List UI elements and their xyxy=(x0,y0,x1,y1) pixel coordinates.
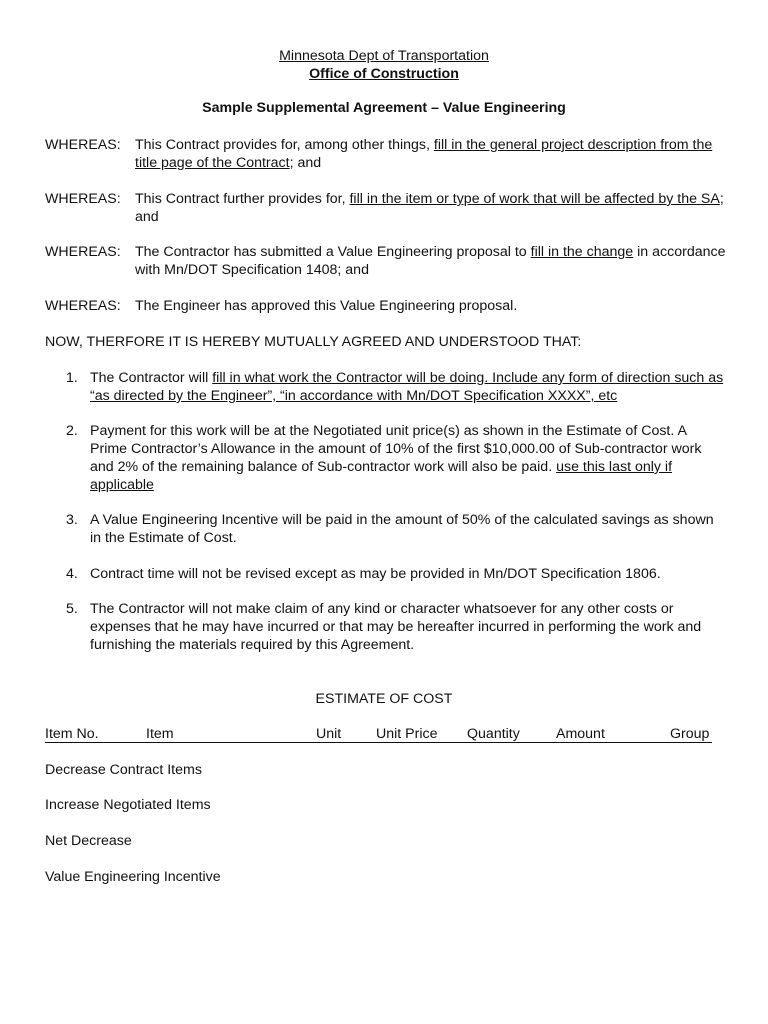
col-unit: Unit xyxy=(316,726,342,742)
whereas-label: WHEREAS: xyxy=(45,137,121,153)
fill-in-placeholder: fill in the item or type of work that will be affected by the SA xyxy=(349,191,720,207)
agreement-item xyxy=(66,565,725,583)
fill-in-placeholder: use this last only if applicable xyxy=(90,459,673,493)
clause-text-end: in accordance with Mn/DOT Specification 1408; and xyxy=(135,244,726,278)
item-number: 3. xyxy=(66,512,78,528)
whereas-clause xyxy=(45,190,735,226)
now-therefore-statement: NOW, THERFORE IT IS HEREBY MUTUALLY AGREED AND UNDERSTOOD THAT: xyxy=(45,334,582,350)
item-text: Payment for this work will be at the Negotiated unit price(s) as shown in the Estimate of Cost. A Prime Contractor’s Allowance in the amount of 10% of the first $10,000.00 of Sub-contractor work and 2% of the remaining balance of Sub-contractor work will also be paid. xyxy=(90,423,702,475)
agreement-item xyxy=(66,422,725,494)
agreement-item xyxy=(66,511,725,547)
item-text: Contract time will not be revised except as may be provided in Mn/DOT Specification 1806. xyxy=(90,566,661,582)
item-number: 4. xyxy=(66,566,78,582)
whereas-label: WHEREAS: xyxy=(45,298,121,314)
item-text: A Value Engineering Incentive will be paid in the amount of 50% of the calculated savings as shown in the Estimate of Cost. xyxy=(90,512,714,546)
whereas-label: WHEREAS: xyxy=(45,244,121,260)
col-amount: Amount xyxy=(556,726,605,742)
whereas-clause xyxy=(45,297,735,315)
fill-in-placeholder: fill in what work the Contractor will be doing. Include any form of direction such as “as directed by the Engineer”, “in accordance with Mn/DOT Specification XXXX”, etc xyxy=(90,370,724,404)
col-item-no: Item No. xyxy=(45,726,99,742)
clause-text: The Contractor has submitted a Value Engineering proposal to xyxy=(135,244,531,260)
agreement-item xyxy=(66,369,725,405)
item-number: 5. xyxy=(66,601,78,617)
col-unit-price: Unit Price xyxy=(376,726,438,742)
whereas-label: WHEREAS: xyxy=(45,191,121,207)
col-quantity: Quantity xyxy=(467,726,520,742)
col-item: Item xyxy=(146,726,174,742)
cost-row-increase-negotiated-items: Increase Negotiated Items xyxy=(45,797,211,813)
estimate-title: ESTIMATE OF COST xyxy=(315,691,453,707)
cost-row-value-engineering-incentive: Value Engineering Incentive xyxy=(45,869,221,885)
document-title: Sample Supplemental Agreement – Value Engineering xyxy=(202,100,566,116)
col-group: Group xyxy=(670,726,710,742)
cost-row-decrease-contract-items: Decrease Contract Items xyxy=(45,762,202,778)
clause-text: This Contract further provides for, xyxy=(135,191,350,207)
whereas-clause xyxy=(45,243,735,279)
clause-text: The Engineer has approved this Value Engineering proposal. xyxy=(135,298,518,314)
fill-in-placeholder: fill in the change xyxy=(530,244,634,260)
item-number: 2. xyxy=(66,423,78,439)
whereas-clause xyxy=(45,136,735,172)
clause-text-end: ; and xyxy=(289,155,322,171)
item-number: 1. xyxy=(66,370,78,386)
office-name: Office of Construction xyxy=(309,66,459,82)
cost-table-header xyxy=(45,725,712,743)
item-text: The Contractor will not make claim of any kind or character whatsoever for any other costs or expenses that he may have incurred or that may be hereafter incurred in performing the work and furnishing the materials required by this Agreement. xyxy=(90,601,702,653)
clause-text-end: ; and xyxy=(135,191,724,225)
cost-row-net-decrease: Net Decrease xyxy=(45,833,132,849)
clause-text: This Contract provides for, among other things, xyxy=(135,137,434,153)
fill-in-placeholder: fill in the general project description from the title page of the Contract xyxy=(135,137,713,171)
agency-name: Minnesota Dept of Transportation xyxy=(279,48,489,64)
agreement-item xyxy=(66,600,725,654)
item-text: The Contractor will xyxy=(90,370,213,386)
